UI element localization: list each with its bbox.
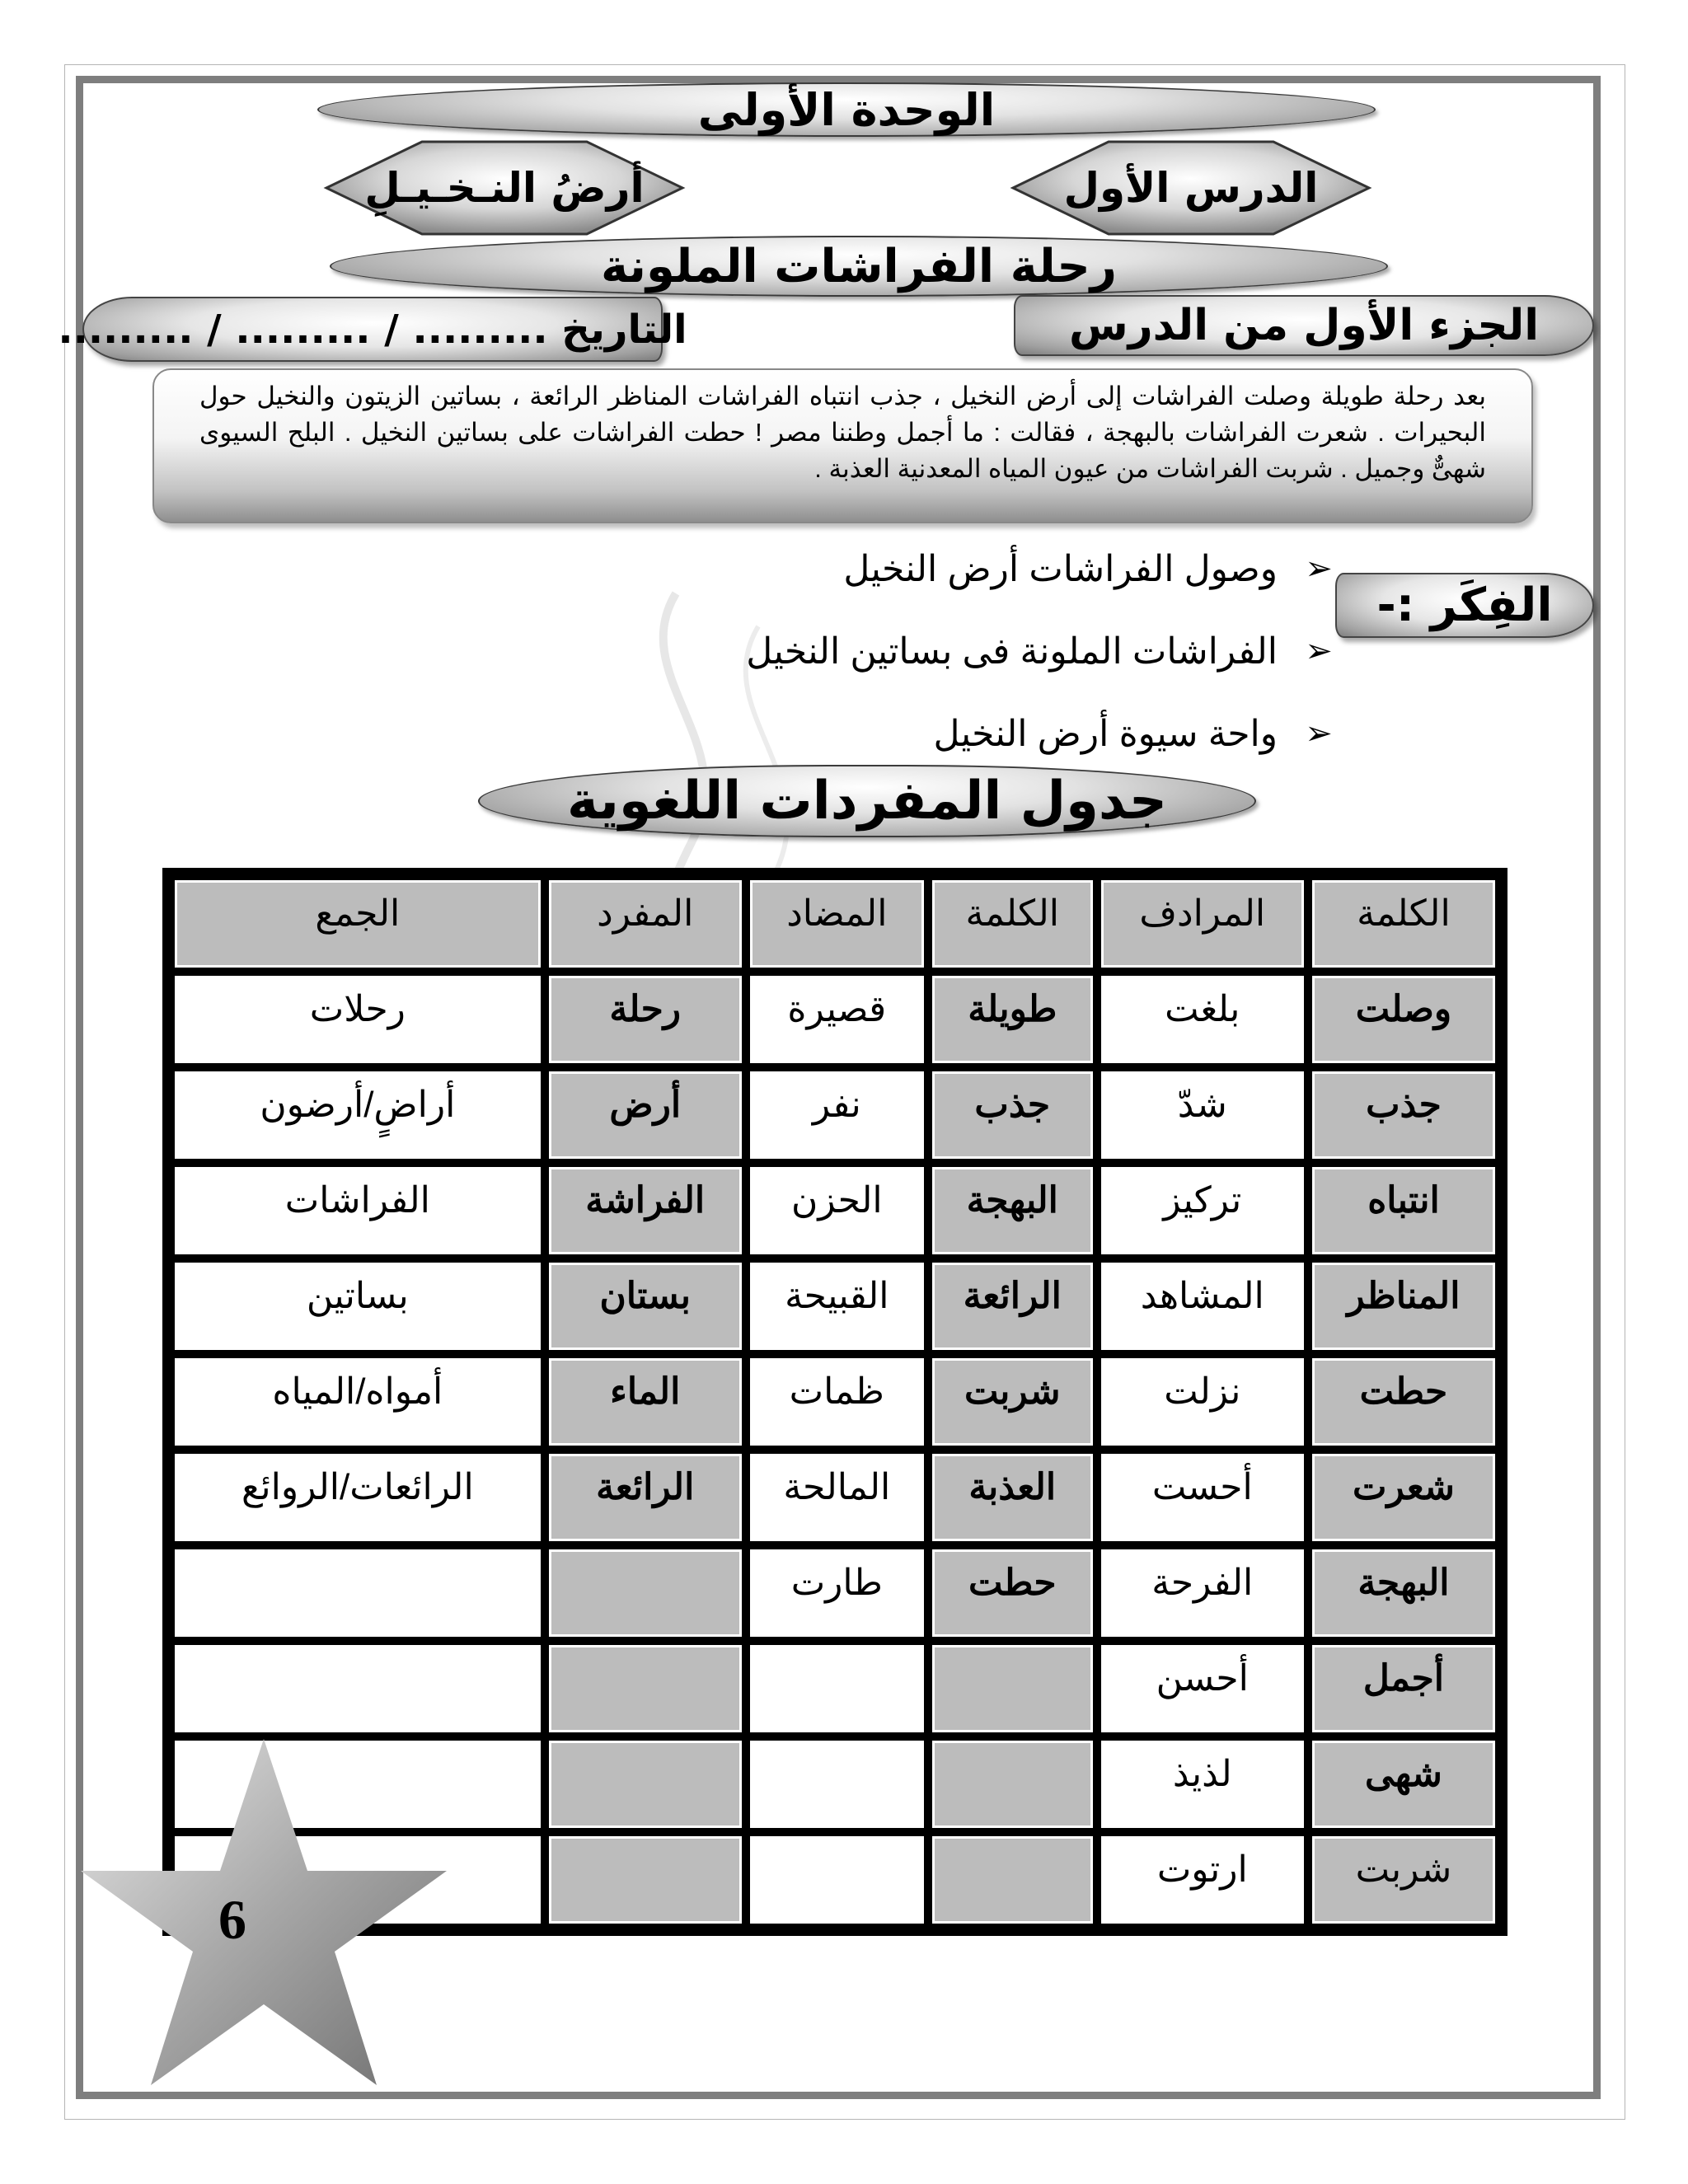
- table-cell: [549, 1645, 742, 1732]
- lesson-badge: [1010, 138, 1372, 237]
- arrow-bullet-icon: ➢: [1305, 715, 1333, 752]
- table-cell: ارتوت: [1101, 1836, 1304, 1924]
- table-cell: بستان: [549, 1263, 742, 1350]
- passage-text: بعد رحلة طويلة وصلت الفراشات إلى أرض النخيل ، جذب انتباه الفراشات المناظر الرائعة ، بساتين الزيتون والنخيل حول البحيرات . شعرت الفراشات بالبهجة ، فقالت : ما أجمل وطننا مصر ! حطت الفراشات على بساتين النخيل . البلح السيوى شهىٌّ وجميل . شربت الفراشات من عيون المياه المعدنية العذبة .: [199, 382, 1486, 483]
- table-cell: حطت: [932, 1549, 1093, 1637]
- theme-badge: [323, 138, 686, 237]
- table-cell: [175, 1645, 541, 1732]
- table-cell: انتباه: [1312, 1167, 1495, 1254]
- table-header-cell: الجمع: [175, 880, 541, 968]
- table-cell: شهى: [1312, 1741, 1495, 1828]
- table-cell: الحزن: [750, 1167, 924, 1254]
- table-header-cell: المفرد: [549, 880, 742, 968]
- table-cell: [750, 1836, 924, 1924]
- table-cell: أرض: [549, 1071, 742, 1159]
- table-cell: نزلت: [1101, 1358, 1304, 1446]
- idea-item: ➢ واحة سيوة أرض النخيل: [577, 692, 1335, 775]
- table-cell: المشاهد: [1101, 1263, 1304, 1350]
- table-cell: طارت: [750, 1549, 924, 1637]
- table-header-cell: الكلمة: [932, 880, 1093, 968]
- table-cell: القبيحة: [750, 1263, 924, 1350]
- table-cell: العذبة: [932, 1454, 1093, 1541]
- table-cell: البهجة: [1312, 1549, 1495, 1637]
- table-cell: بساتين: [175, 1263, 541, 1350]
- table-header-row: [175, 880, 1495, 968]
- table-cell: شربت: [932, 1358, 1093, 1446]
- table-cell: أراضٍ/أرضون: [175, 1071, 541, 1159]
- table-row: [175, 1454, 1495, 1541]
- table-row: [175, 1071, 1495, 1159]
- table-cell: لذيذ: [1101, 1741, 1304, 1828]
- table-cell: أحست: [1101, 1454, 1304, 1541]
- table-cell: المالحة: [750, 1454, 924, 1541]
- table-cell: أمواه/المياه: [175, 1358, 541, 1446]
- ideas-label-banner: [1335, 573, 1594, 638]
- table-cell: نفر: [750, 1071, 924, 1159]
- idea-item: ➢ وصول الفراشات أرض النخيل: [577, 527, 1335, 610]
- vocab-title: جدول المفردات اللغوية: [478, 765, 1256, 837]
- table-cell: [549, 1549, 742, 1637]
- table-row: [175, 1358, 1495, 1446]
- table-cell: طويلة: [932, 976, 1093, 1063]
- table-cell: الماء: [549, 1358, 742, 1446]
- table-cell: [750, 1645, 924, 1732]
- table-header-cell: المضاد: [750, 880, 924, 968]
- part-banner: [1014, 295, 1594, 356]
- table-cell: المناظر: [1312, 1263, 1495, 1350]
- table-cell: جذب: [932, 1071, 1093, 1159]
- table-cell: بلغت: [1101, 976, 1304, 1063]
- table-cell: وصلت: [1312, 976, 1495, 1063]
- table-cell: شدّ: [1101, 1071, 1304, 1159]
- table-row: [175, 1549, 1495, 1637]
- date-banner: [58, 297, 687, 362]
- table-cell: ظمات: [750, 1358, 924, 1446]
- lesson-passage: [152, 368, 1533, 523]
- table-cell: الفراشات: [175, 1167, 541, 1254]
- arrow-bullet-icon: ➢: [1305, 551, 1333, 587]
- part-label: الجزء الأول من الدرس: [1068, 301, 1540, 350]
- table-cell: شربت: [1312, 1836, 1495, 1924]
- table-cell: [549, 1741, 742, 1828]
- table-cell: أحسن: [1101, 1645, 1304, 1732]
- ideas-label: الفِكَر :-: [1376, 579, 1553, 632]
- unit-title: الوحدة الأولى: [317, 82, 1376, 137]
- lesson-label: الدرس الأول: [1063, 164, 1319, 212]
- table-cell: [549, 1836, 742, 1924]
- table-cell: قصيرة: [750, 976, 924, 1063]
- table-row: [175, 976, 1495, 1063]
- table-row: [175, 1645, 1495, 1732]
- ideas-list: [577, 527, 1335, 775]
- theme-label: أرضُ النـخـيـلِ: [364, 164, 645, 212]
- lesson-title: رحلة الفراشات الملونة: [330, 236, 1388, 297]
- table-cell: رحلات: [175, 976, 541, 1063]
- table-cell: حطت: [1312, 1358, 1495, 1446]
- table-cell: رحلة: [549, 976, 742, 1063]
- table-cell: [750, 1741, 924, 1828]
- table-cell: [175, 1549, 541, 1637]
- table-cell: الفراشة: [549, 1167, 742, 1254]
- table-cell: البهجة: [932, 1167, 1093, 1254]
- page-number: 6: [218, 1888, 246, 1951]
- table-cell: الفرحة: [1101, 1549, 1304, 1637]
- star-icon: [74, 1731, 453, 2102]
- table-cell: أجمل: [1312, 1645, 1495, 1732]
- table-cell: تركيز: [1101, 1167, 1304, 1254]
- table-cell: الرائعات/الروائع: [175, 1454, 541, 1541]
- table-header-cell: المرادف: [1101, 880, 1304, 968]
- table-cell: الرائعة: [549, 1454, 742, 1541]
- table-cell: [932, 1741, 1093, 1828]
- table-row: [175, 1167, 1495, 1254]
- idea-item: ➢ الفراشات الملونة فى بساتين النخيل: [577, 610, 1335, 692]
- table-header-cell: الكلمة: [1312, 880, 1495, 968]
- table-cell: جذب: [1312, 1071, 1495, 1159]
- table-row: [175, 1263, 1495, 1350]
- table-cell: الرائعة: [932, 1263, 1093, 1350]
- table-cell: [932, 1836, 1093, 1924]
- arrow-bullet-icon: ➢: [1305, 633, 1333, 669]
- table-cell: [932, 1645, 1093, 1732]
- table-cell: شعرت: [1312, 1454, 1495, 1541]
- date-label: التاريخ ......... / ......... / .........: [58, 306, 687, 353]
